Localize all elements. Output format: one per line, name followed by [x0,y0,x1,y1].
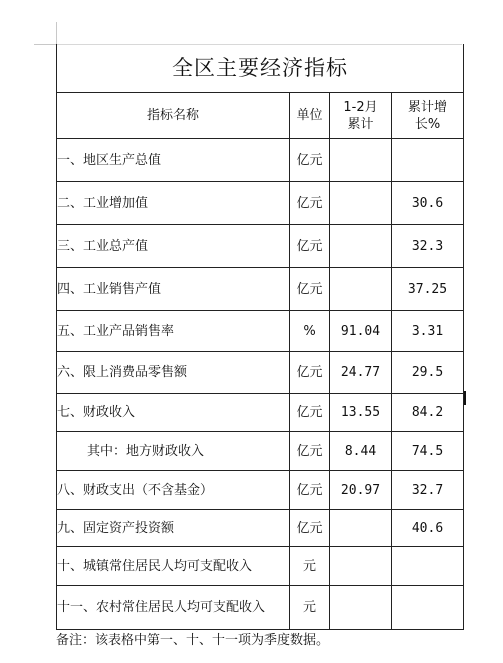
indicator-growth: 32.3 [392,225,464,268]
table-row [57,311,464,352]
indicator-name: 其中：地方财政收入 [57,432,290,471]
header-row [57,93,464,139]
indicator-value [330,268,392,311]
table-row [57,268,464,311]
table-footnote: 备注：该表格中第一、十、十一项为季度数据。 [56,633,330,648]
page-margin-corner-vertical [56,22,57,44]
indicator-name: 七、财政收入 [57,394,290,432]
header-cumulative-growth [392,93,464,139]
indicator-name: 四、工业销售产值 [57,268,290,311]
indicator-unit: 亿元 [290,394,330,432]
indicator-unit: 亿元 [290,182,330,225]
header-period-cumulative [330,93,392,139]
indicator-value [330,586,392,630]
table-row [57,225,464,268]
indicator-name: 三、工业总产值 [57,225,290,268]
table-row [57,394,464,432]
indicator-growth: 30.6 [392,182,464,225]
indicator-name: 五、工业产品销售率 [57,311,290,352]
indicator-name: 八、财政支出（不含基金） [57,471,290,510]
indicator-unit: 亿元 [290,352,330,394]
table-row [57,471,464,510]
table-row [57,586,464,630]
table-row [57,432,464,471]
indicator-growth [392,547,464,586]
header-period-line1: 1-2月 [343,99,378,115]
table-row [57,182,464,225]
header-growth-line2: 长% [414,116,441,132]
indicator-unit: 亿元 [290,268,330,311]
indicator-growth: 37.25 [392,268,464,311]
indicator-name: 二、工业增加值 [57,182,290,225]
indicator-name: 十、城镇常住居民人均可支配收入 [57,547,290,586]
indicator-unit: 亿元 [290,139,330,182]
indicator-unit: 元 [290,586,330,630]
table-row [57,510,464,547]
indicator-growth: 3.31 [392,311,464,352]
indicator-growth: 74.5 [392,432,464,471]
table-row [57,139,464,182]
economic-indicators-table [56,44,464,630]
page-margin-corner-horizontal [34,44,56,45]
indicator-unit: 亿元 [290,471,330,510]
indicator-value: 20.97 [330,471,392,510]
indicator-name: 九、固定资产投资额 [57,510,290,547]
header-indicator-name: 指标名称 [57,93,290,139]
table-row [57,352,464,394]
indicator-value: 91.04 [330,311,392,352]
text-cursor [464,391,466,405]
indicator-growth: 40.6 [392,510,464,547]
indicator-value: 8.44 [330,432,392,471]
table-row [57,547,464,586]
indicator-unit: % [290,311,330,352]
indicator-unit: 亿元 [290,432,330,471]
indicator-value [330,225,392,268]
indicator-value [330,182,392,225]
indicator-value: 13.55 [330,394,392,432]
header-period-line2: 累计 [347,116,374,132]
indicator-name: 十一、农村常住居民人均可支配收入 [57,586,290,630]
title-row [57,44,464,93]
indicator-growth: 84.2 [392,394,464,432]
indicator-name: 六、限上消费品零售额 [57,352,290,394]
indicator-growth [392,139,464,182]
header-unit: 单位 [290,93,330,139]
indicator-growth: 32.7 [392,471,464,510]
indicator-value: 24.77 [330,352,392,394]
indicator-unit: 亿元 [290,225,330,268]
indicator-value [330,139,392,182]
indicator-growth [392,586,464,630]
indicator-value [330,510,392,547]
indicator-growth: 29.5 [392,352,464,394]
indicator-unit: 亿元 [290,510,330,547]
indicator-name: 一、地区生产总值 [57,139,290,182]
header-growth-line1: 累计增 [407,99,447,115]
indicator-unit: 元 [290,547,330,586]
indicator-value [330,547,392,586]
table-title: 全区主要经济指标 [57,44,464,93]
